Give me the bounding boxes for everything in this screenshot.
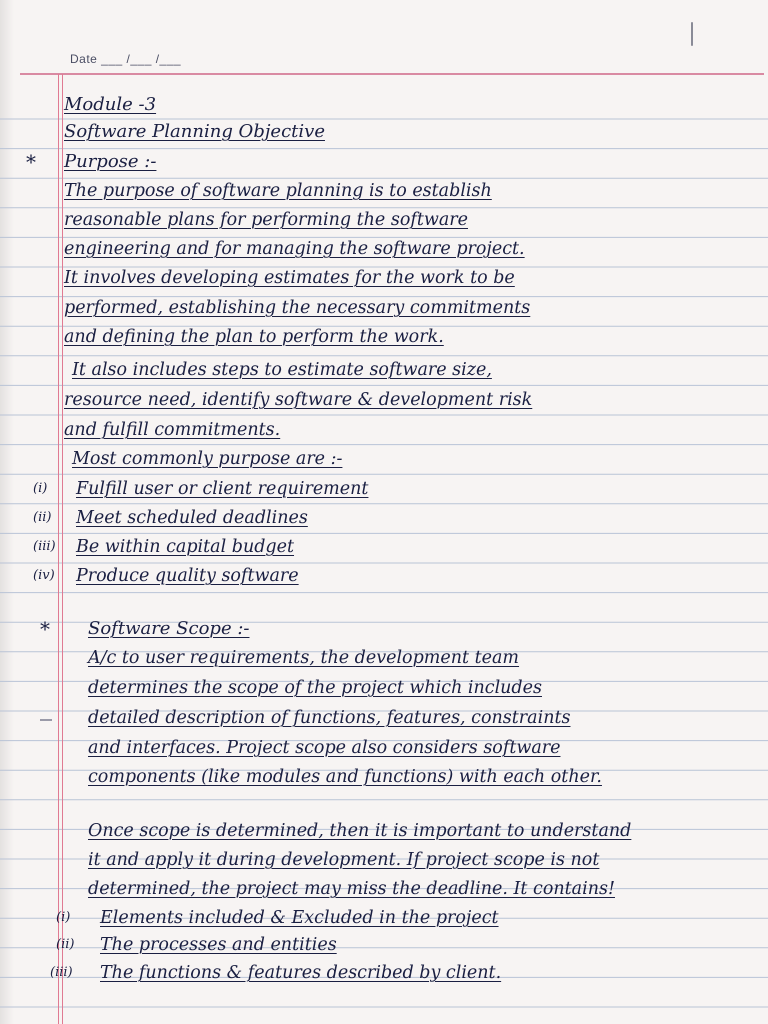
- purpose-line: resource need, identify software & development risk: [64, 390, 533, 410]
- purpose-line: and defining the plan to perform the work.: [64, 327, 444, 347]
- purpose-item: Meet scheduled deadlines: [76, 508, 308, 528]
- scope-item-number: (ii): [56, 937, 75, 952]
- purpose-item-number: (iii): [33, 539, 56, 554]
- scope-line: determined, the project may miss the deadline. It contains!: [88, 879, 615, 899]
- scope-item: Elements included & Excluded in the project: [100, 908, 499, 928]
- purpose-line: reasonable plans for performing the software: [64, 210, 468, 230]
- purpose-item: Produce quality software: [76, 566, 299, 586]
- purpose-line: and fulfill commitments.: [64, 420, 281, 440]
- date-field: Date ___ /___ /___: [70, 52, 182, 66]
- scope-star: *: [40, 617, 50, 641]
- header-rule: [20, 73, 764, 75]
- scope-line: A/c to user requirements, the development team: [88, 648, 520, 668]
- scope-line: detailed description of functions, features, constraints: [88, 708, 571, 728]
- purpose-item-number: (ii): [33, 510, 52, 525]
- scope-line: components (like modules and functions) with each other.: [88, 767, 602, 787]
- purpose-item-number: (iv): [33, 568, 55, 583]
- scope-item: The processes and entities: [100, 935, 337, 955]
- margin-line-left: [58, 74, 59, 1024]
- scope-line: and interfaces. Project scope also considers software: [88, 738, 561, 758]
- purpose-line: engineering and for managing the software project.: [64, 239, 525, 259]
- purpose-item: Fulfill user or client requirement: [76, 479, 369, 499]
- margin-dash: [40, 719, 52, 721]
- purpose-line: It involves developing estimates for the work to be: [64, 268, 515, 288]
- module-subtitle: Software Planning Objective: [64, 121, 325, 142]
- binding-mark: [691, 22, 693, 46]
- purpose-line: Most commonly purpose are :-: [72, 449, 343, 469]
- purpose-star: *: [26, 150, 36, 174]
- margin-line-right: [62, 74, 63, 1024]
- scope-item-number: (iii): [50, 965, 73, 980]
- scope-line: Once scope is determined, then it is important to understand: [88, 821, 632, 841]
- scope-item: The functions & features described by client.: [100, 963, 502, 983]
- purpose-item: Be within capital budget: [76, 537, 295, 557]
- scope-line: it and apply it during development. If project scope is not: [88, 850, 600, 870]
- purpose-line: performed, establishing the necessary commitments: [64, 298, 531, 318]
- scope-line: determines the scope of the project which includes: [88, 678, 542, 698]
- scope-item-number: (i): [56, 910, 71, 925]
- scope-heading: Software Scope :-: [88, 618, 250, 639]
- module-title: Module -3: [64, 94, 157, 115]
- purpose-line: It also includes steps to estimate software size,: [72, 360, 492, 380]
- purpose-heading: Purpose :-: [64, 151, 157, 172]
- purpose-line: The purpose of software planning is to establish: [64, 181, 492, 201]
- purpose-item-number: (i): [33, 481, 48, 496]
